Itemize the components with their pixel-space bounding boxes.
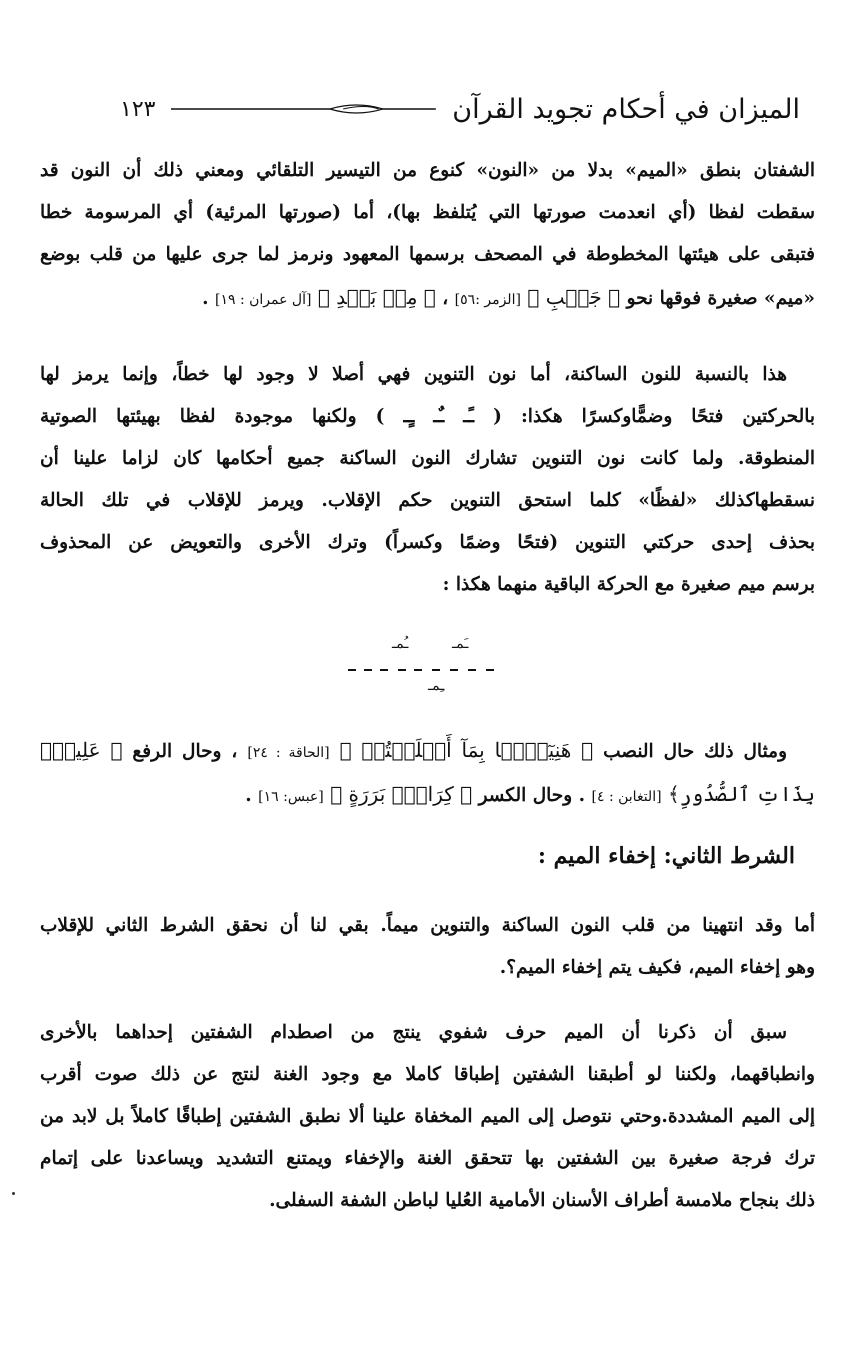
quran-verse: ﴿ كِرَامِۭ بَرَرَةٍ ﴾ [330,782,473,806]
paragraph-4 [40,905,815,989]
quran-verse: ﴿ مِنۢ بَعۡدِ ﴾ [317,285,436,309]
verse-reference: [عبس: ١٦] [258,789,324,805]
text-line: بحذف إحدى حركتي التنوين (فتحًا وضمًا وكسراً) وترك الأخرى والتعويض عن المحذوف [40,532,815,553]
separator: ، [442,288,449,309]
quran-verse: ﴿ جَنۢبِ ﴾ [527,285,621,309]
text-line: المنطوقة. ولما كانت نون التنوين تشارك النون الساكنة جميع أحكامها كان لزاما علينا أن [40,448,815,469]
quran-verse: ﴿ هَنِيٓـَٔۢا بِمَآ أَسۡلَفۡتُمۡ ﴾ [339,738,594,762]
formula-top-mark: ـَمـ [452,636,469,652]
paragraph-3 [40,728,815,816]
text-line: ذلك بنجاح ملامسة أطراف الأسنان الأمامية العُليا لباطن الشفة السفلى. [269,1190,815,1211]
quran-verse: ﴿ عَلِيمُۢ [40,738,123,762]
text-line: بالحركتين فتحًا وضمًّاوكسرًا هكذا: ( ـًـ ـٌـ ـٍـ ) ولكنها موجودة لفظا بهيئتها الصوتية [40,406,815,427]
text-line-with-quran [40,728,815,772]
text-segment: . وحال الكسر [478,785,586,806]
text-line: الشفتان بنطق «الميم» بدلا من «النون» كنوع من التيسير التلقائي ومعني ذلك أن النون قد [40,160,815,181]
text-line: فتبقى على هيئتها المخطوطة في المصحف برسمها المعهود ونرمز لما جرى عليها من قلب بوضع [40,244,815,265]
running-title: الميزان في أحكام تجويد القرآن [452,93,800,125]
tanween-iqlab-formula [340,636,530,700]
verse-reference: [الزمر :٥٦] [454,292,521,308]
text-line-with-quran [40,276,815,318]
page-number: ١٢٣ [120,96,156,122]
page-header [60,84,800,134]
full-stop: . [245,785,252,806]
text-segment: «ميم» صغيرة فوقها نحو [626,288,815,309]
verse-reference: [آل عمران : ١٩] [215,292,312,308]
text-line: نسقطهاكذلك «لفظًا» كلما استحق التنوين حكم الإقلاب. ويرمز للإقلاب في تلك الحالة [40,490,815,511]
text-segment: ، وحال الرفع [132,741,238,762]
paragraph-5 [40,1012,815,1222]
section-heading: الشرط الثاني: إخفاء الميم : [537,843,795,869]
text-segment: ومثال ذلك حال النصب [603,741,787,762]
text-line: وانطباقهما، ولكننا لو أطبقنا الشفتين إطباقا كاملا مع وجود الغنة لنتج عن ذلك صوت أقرب [40,1064,815,1085]
text-line: أما وقد انتهينا من قلب النون الساكنة والتنوين ميماً. بقي لنا أن نحقق الشرط الثاني للإقلاب [40,915,815,936]
full-stop: . [202,288,209,309]
header-ornament-rule [171,99,436,119]
text-line: وهو إخفاء الميم، فكيف يتم إخفاء الميم؟. [499,957,815,978]
text-line-with-quran [40,772,815,816]
paragraph-1 [40,150,815,318]
verse-reference: [التغابن : ٤] [591,789,662,805]
text-line: برسم ميم صغيرة مع الحركة الباقية منهما هكذا : [442,574,815,595]
formula-top-mark: ـُمـ [392,636,409,652]
paragraph-2 [40,354,815,606]
quran-verse: بِذَاتِ ٱلصُّدُورِ﴾ [668,782,815,806]
text-line: إلى الميم المشددة.وحتي نتوصل إلى الميم المخفاة علينا ألا نطبق الشفتين إطباقًا كاملاً بل لابد من [40,1106,815,1127]
text-line: هذا بالنسبة للنون الساكنة، أما نون التنوين فهي أصلا لا وجود لها خطاً، وإنما يرمز لها [40,364,787,385]
scan-speck [12,1192,15,1195]
formula-bottom-mark: ـِمـ [428,678,445,694]
verse-reference: [الحاقة : ٢٤] [247,745,330,761]
text-line: سبق أن ذكرنا أن الميم حرف شفوي ينتج من اصطدام الشفتين إحداهما بالأخرى [40,1022,787,1043]
text-line: سقطت لفظا (أي انعدمت صورتها التي يُتلفظ بها)، أما (صورتها المرئية) أي المرسومة خطا [40,202,815,223]
text-line: ترك فرجة صغيرة بين الشفتين بها تتحقق الغنة والإخفاء ويمتنع التشديد ويساعدنا على إتمام [40,1148,815,1169]
